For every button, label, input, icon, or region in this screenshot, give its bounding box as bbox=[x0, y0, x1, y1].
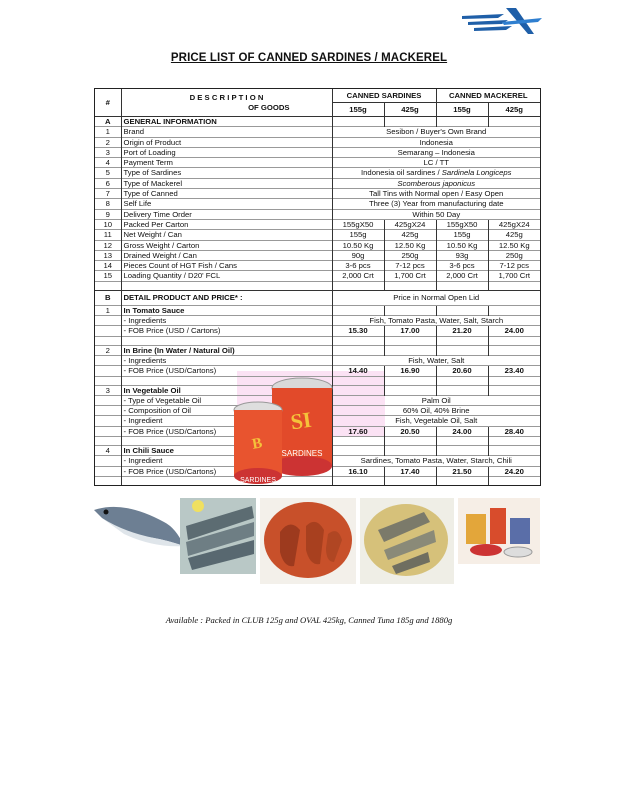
price-value: 24.00 bbox=[436, 426, 488, 436]
empty-cell bbox=[488, 446, 540, 456]
row-value bbox=[332, 158, 540, 168]
empty-cell bbox=[95, 281, 121, 290]
detail-label: - Composition of Oil bbox=[121, 406, 332, 416]
empty-cell bbox=[436, 437, 488, 446]
row-value bbox=[332, 209, 540, 219]
empty-cell bbox=[95, 426, 121, 436]
table-row bbox=[95, 209, 540, 219]
price-value: 17.60 bbox=[332, 426, 384, 436]
row-label: Gross Weight / Carton bbox=[121, 240, 332, 250]
empty-cell bbox=[488, 385, 540, 395]
table-row bbox=[95, 230, 540, 240]
empty-cell bbox=[384, 446, 436, 456]
price-value: 28.40 bbox=[488, 426, 540, 436]
empty-cell bbox=[384, 305, 436, 315]
price-label: - FOB Price (USD/Cartons) bbox=[121, 466, 332, 476]
empty-cell bbox=[332, 305, 384, 315]
section-letter: B bbox=[95, 290, 121, 305]
detail-label: - Ingredients bbox=[121, 316, 332, 326]
detail-label: - Type of Vegetable Oil bbox=[121, 395, 332, 405]
col-header-size: 155g bbox=[436, 103, 488, 117]
row-value bbox=[332, 137, 540, 147]
availability-note: Available : Packed in CLUB 125g and OVAL 425kg, Canned Tuna 185g and 1880g bbox=[165, 615, 453, 625]
price-value: 16.10 bbox=[332, 466, 384, 476]
description-label: D E S C R I P T I O N bbox=[189, 93, 264, 103]
empty-cell bbox=[436, 376, 488, 385]
value-text: Sesibon / Buyer's Own Brand bbox=[386, 127, 487, 137]
empty-cell bbox=[384, 281, 436, 290]
empty-cell bbox=[332, 117, 384, 127]
row-number: 1 bbox=[95, 127, 121, 137]
empty-cell bbox=[95, 406, 121, 416]
row-label: Drained Weight / Can bbox=[121, 250, 332, 260]
empty-cell bbox=[121, 336, 332, 345]
price-value: 21.50 bbox=[436, 466, 488, 476]
empty-cell bbox=[488, 376, 540, 385]
row-label: Type of Canned bbox=[121, 189, 332, 199]
row-value: 1,700 Crt bbox=[488, 271, 540, 281]
empty-cell bbox=[95, 336, 121, 345]
empty-cell bbox=[95, 395, 121, 405]
section-subtitle: Price in Normal Open Lid bbox=[332, 290, 540, 305]
table-row bbox=[95, 168, 540, 178]
group-number: 3 bbox=[95, 385, 121, 395]
table-row bbox=[95, 137, 540, 147]
row-value bbox=[332, 178, 540, 188]
svg-text:SI: SI bbox=[288, 406, 313, 435]
col-header-size: 155g bbox=[332, 103, 384, 117]
empty-cell bbox=[384, 476, 436, 485]
row-number: 7 bbox=[95, 189, 121, 199]
row-value bbox=[332, 189, 540, 199]
svg-text:SARDINES: SARDINES bbox=[281, 449, 323, 458]
empty-cell bbox=[436, 281, 488, 290]
empty-cell bbox=[384, 345, 436, 355]
empty-cell bbox=[95, 456, 121, 466]
table-row bbox=[95, 117, 540, 127]
row-value: 10.50 Kg bbox=[332, 240, 384, 250]
table-row bbox=[95, 305, 540, 315]
row-value: 155gX50 bbox=[436, 219, 488, 229]
empty-cell bbox=[95, 326, 121, 336]
empty-cell bbox=[95, 366, 121, 376]
empty-cell bbox=[95, 466, 121, 476]
row-number: 4 bbox=[95, 158, 121, 168]
row-label: Delivery Time Order bbox=[121, 209, 332, 219]
sardines-tomato-sauce-image bbox=[260, 498, 356, 584]
value-text: Three (3) Year from manufacturing date bbox=[368, 199, 504, 209]
col-header-size: 425g bbox=[384, 103, 436, 117]
table-row bbox=[95, 281, 540, 290]
table-row bbox=[95, 219, 540, 229]
empty-cell bbox=[384, 336, 436, 345]
fish-image bbox=[94, 507, 184, 546]
group-title: In Vegetable Oil bbox=[121, 385, 332, 395]
price-value: 17.00 bbox=[384, 326, 436, 336]
sesibon-cans-image bbox=[230, 376, 338, 490]
row-label: Net Weight / Can bbox=[121, 230, 332, 240]
empty-cell bbox=[436, 476, 488, 485]
empty-cell bbox=[332, 385, 384, 395]
row-value: 155gX50 bbox=[332, 219, 384, 229]
empty-cell bbox=[436, 117, 488, 127]
row-value bbox=[332, 147, 540, 157]
row-value: 250g bbox=[384, 250, 436, 260]
row-value: 425g bbox=[384, 230, 436, 240]
sardine-fillets-image bbox=[180, 498, 256, 574]
row-number: 13 bbox=[95, 250, 121, 260]
empty-cell bbox=[488, 345, 540, 355]
product-photos bbox=[94, 496, 540, 588]
row-label: Type of Sardines bbox=[121, 168, 332, 178]
row-value: 155g bbox=[332, 230, 384, 240]
value-text: Semarang – Indonesia bbox=[397, 147, 475, 157]
value-text: Scomberous japonicus bbox=[397, 178, 476, 188]
row-number: 15 bbox=[95, 271, 121, 281]
row-label: Brand bbox=[121, 127, 332, 137]
table-row bbox=[95, 271, 540, 281]
row-number: 9 bbox=[95, 209, 121, 219]
section-title: DETAIL PRODUCT AND PRICE* : bbox=[121, 290, 332, 305]
col-header-sardines: CANNED SARDINES bbox=[332, 89, 436, 103]
svg-text:SARDINES: SARDINES bbox=[240, 477, 276, 484]
empty-cell bbox=[332, 476, 384, 485]
value-text: Tall Tins with Normal open / Easy Open bbox=[369, 189, 504, 199]
row-number: 11 bbox=[95, 230, 121, 240]
detail-value: Fish, Vegetable Oil, Salt bbox=[332, 416, 540, 426]
price-label: - FOB Price (USD/Cartons) bbox=[121, 426, 332, 436]
price-value: 16.90 bbox=[384, 366, 436, 376]
empty-cell bbox=[384, 376, 436, 385]
row-label: Origin of Product bbox=[121, 137, 332, 147]
row-value: 425gX24 bbox=[488, 219, 540, 229]
row-value: 3-6 pcs bbox=[332, 261, 384, 271]
row-number: 14 bbox=[95, 261, 121, 271]
row-value bbox=[332, 127, 540, 137]
row-label: Payment Term bbox=[121, 158, 332, 168]
detail-value: Fish, Tomato Pasta, Water, Salt, Starch bbox=[332, 316, 540, 326]
price-value: 20.60 bbox=[436, 366, 488, 376]
empty-cell bbox=[436, 345, 488, 355]
page-title: PRICE LIST OF CANNED SARDINES / MACKEREL bbox=[170, 52, 448, 64]
value-text: Indonesia oil sardines / bbox=[361, 168, 442, 178]
row-number: 10 bbox=[95, 219, 121, 229]
row-value: 7-12 pcs bbox=[488, 261, 540, 271]
group-number: 4 bbox=[95, 446, 121, 456]
detail-value: Fish, Water, Salt bbox=[332, 355, 540, 365]
detail-value: Palm Oil bbox=[332, 395, 540, 405]
row-label: Packed Per Carton bbox=[121, 219, 332, 229]
of-goods-label: OF GOODS bbox=[248, 102, 290, 112]
section-title: GENERAL INFORMATION bbox=[121, 117, 332, 127]
group-title: In Chili Sauce bbox=[121, 446, 332, 456]
row-value: 90g bbox=[332, 250, 384, 260]
row-number: 3 bbox=[95, 147, 121, 157]
table-row bbox=[95, 240, 540, 250]
price-label: - FOB Price (USD/Cartons) bbox=[121, 366, 332, 376]
empty-cell bbox=[488, 336, 540, 345]
row-value: 425g bbox=[488, 230, 540, 240]
table-row bbox=[95, 366, 540, 376]
empty-cell bbox=[384, 117, 436, 127]
row-value: 2,000 Crt bbox=[332, 271, 384, 281]
value-text: LC / TT bbox=[423, 158, 449, 168]
row-value bbox=[332, 168, 540, 178]
row-label: Loading Quantity / D20' FCL bbox=[121, 271, 332, 281]
detail-label: - Ingredient bbox=[121, 416, 332, 426]
empty-cell bbox=[95, 355, 121, 365]
row-value: 10.50 Kg bbox=[436, 240, 488, 250]
value-text: Within 50 Day bbox=[412, 209, 461, 219]
table-row bbox=[95, 178, 540, 188]
col-header-mackerel: CANNED MACKEREL bbox=[436, 89, 540, 103]
empty-cell bbox=[488, 281, 540, 290]
price-value: 20.50 bbox=[384, 426, 436, 436]
empty-cell bbox=[332, 446, 384, 456]
price-value: 21.20 bbox=[436, 326, 488, 336]
table-row bbox=[95, 336, 540, 345]
col-header-size: 425g bbox=[488, 103, 540, 117]
table-row bbox=[95, 250, 540, 260]
table-row bbox=[95, 316, 540, 326]
table-row bbox=[95, 326, 540, 336]
empty-cell bbox=[436, 385, 488, 395]
price-value: 24.00 bbox=[488, 326, 540, 336]
row-value: 3-6 pcs bbox=[436, 261, 488, 271]
row-value: 250g bbox=[488, 250, 540, 260]
row-number: 6 bbox=[95, 178, 121, 188]
table-row bbox=[95, 127, 540, 137]
empty-cell bbox=[95, 376, 121, 385]
detail-label: - Ingredients bbox=[121, 355, 332, 365]
detail-label: - Ingredient bbox=[121, 456, 332, 466]
table-row bbox=[95, 355, 540, 365]
empty-cell bbox=[332, 376, 384, 385]
empty-cell bbox=[332, 345, 384, 355]
empty-cell bbox=[121, 281, 332, 290]
detail-value: Sardines, Tomato Pasta, Water, Starch, Chili bbox=[332, 456, 540, 466]
detail-value: 60% Oil, 40% Brine bbox=[332, 406, 540, 416]
row-value: 12.50 Kg bbox=[384, 240, 436, 250]
section-letter: A bbox=[95, 117, 121, 127]
col-header-number: # bbox=[95, 89, 121, 117]
value-italic-text: Sardinela Longiceps bbox=[441, 168, 512, 178]
table-row bbox=[95, 261, 540, 271]
row-value: 12.50 Kg bbox=[488, 240, 540, 250]
table-row bbox=[95, 199, 540, 209]
table-row bbox=[95, 89, 540, 103]
empty-cell bbox=[488, 476, 540, 485]
row-number: 12 bbox=[95, 240, 121, 250]
canned-products-image bbox=[458, 498, 540, 564]
empty-cell bbox=[384, 437, 436, 446]
price-value: 17.40 bbox=[384, 466, 436, 476]
value-text: Indonesia bbox=[419, 137, 453, 147]
sardines-oil-image bbox=[360, 498, 454, 584]
price-label: - FOB Price (USD / Cartons) bbox=[121, 326, 332, 336]
empty-cell bbox=[332, 336, 384, 345]
empty-cell bbox=[488, 305, 540, 315]
empty-cell bbox=[436, 336, 488, 345]
row-value: 93g bbox=[436, 250, 488, 260]
table-row bbox=[95, 147, 540, 157]
empty-cell bbox=[436, 305, 488, 315]
row-label: Port of Loading bbox=[121, 147, 332, 157]
empty-cell bbox=[95, 416, 121, 426]
row-value: 155g bbox=[436, 230, 488, 240]
row-label: Self Life bbox=[121, 199, 332, 209]
price-value: 23.40 bbox=[488, 366, 540, 376]
row-value: 7-12 pcs bbox=[384, 261, 436, 271]
table-row bbox=[95, 189, 540, 199]
empty-cell bbox=[332, 281, 384, 290]
row-number: 8 bbox=[95, 199, 121, 209]
table-row bbox=[95, 290, 540, 305]
group-number: 2 bbox=[95, 345, 121, 355]
price-value: 24.20 bbox=[488, 466, 540, 476]
empty-cell bbox=[95, 476, 121, 485]
group-title: In Brine (In Water / Natural Oil) bbox=[121, 345, 332, 355]
price-value: 14.40 bbox=[332, 366, 384, 376]
group-number: 1 bbox=[95, 305, 121, 315]
empty-cell bbox=[436, 446, 488, 456]
col-header-description bbox=[121, 89, 332, 117]
svg-text:B: B bbox=[250, 435, 264, 453]
row-label: Type of Mackerel bbox=[121, 178, 332, 188]
empty-cell bbox=[332, 437, 384, 446]
table-row bbox=[95, 158, 540, 168]
row-value: 2,000 Crt bbox=[436, 271, 488, 281]
group-title: In Tomato Sauce bbox=[121, 305, 332, 315]
empty-cell bbox=[95, 437, 121, 446]
empty-cell bbox=[384, 385, 436, 395]
row-value: 425gX24 bbox=[384, 219, 436, 229]
row-number: 2 bbox=[95, 137, 121, 147]
row-label: Pieces Count of HGT Fish / Cans bbox=[121, 261, 332, 271]
row-number: 5 bbox=[95, 168, 121, 178]
row-value: 1,700 Crt bbox=[384, 271, 436, 281]
airline-logo-icon bbox=[458, 6, 542, 38]
empty-cell bbox=[488, 437, 540, 446]
price-value: 15.30 bbox=[332, 326, 384, 336]
empty-cell bbox=[488, 117, 540, 127]
table-row bbox=[95, 345, 540, 355]
empty-cell bbox=[95, 316, 121, 326]
row-value bbox=[332, 199, 540, 209]
